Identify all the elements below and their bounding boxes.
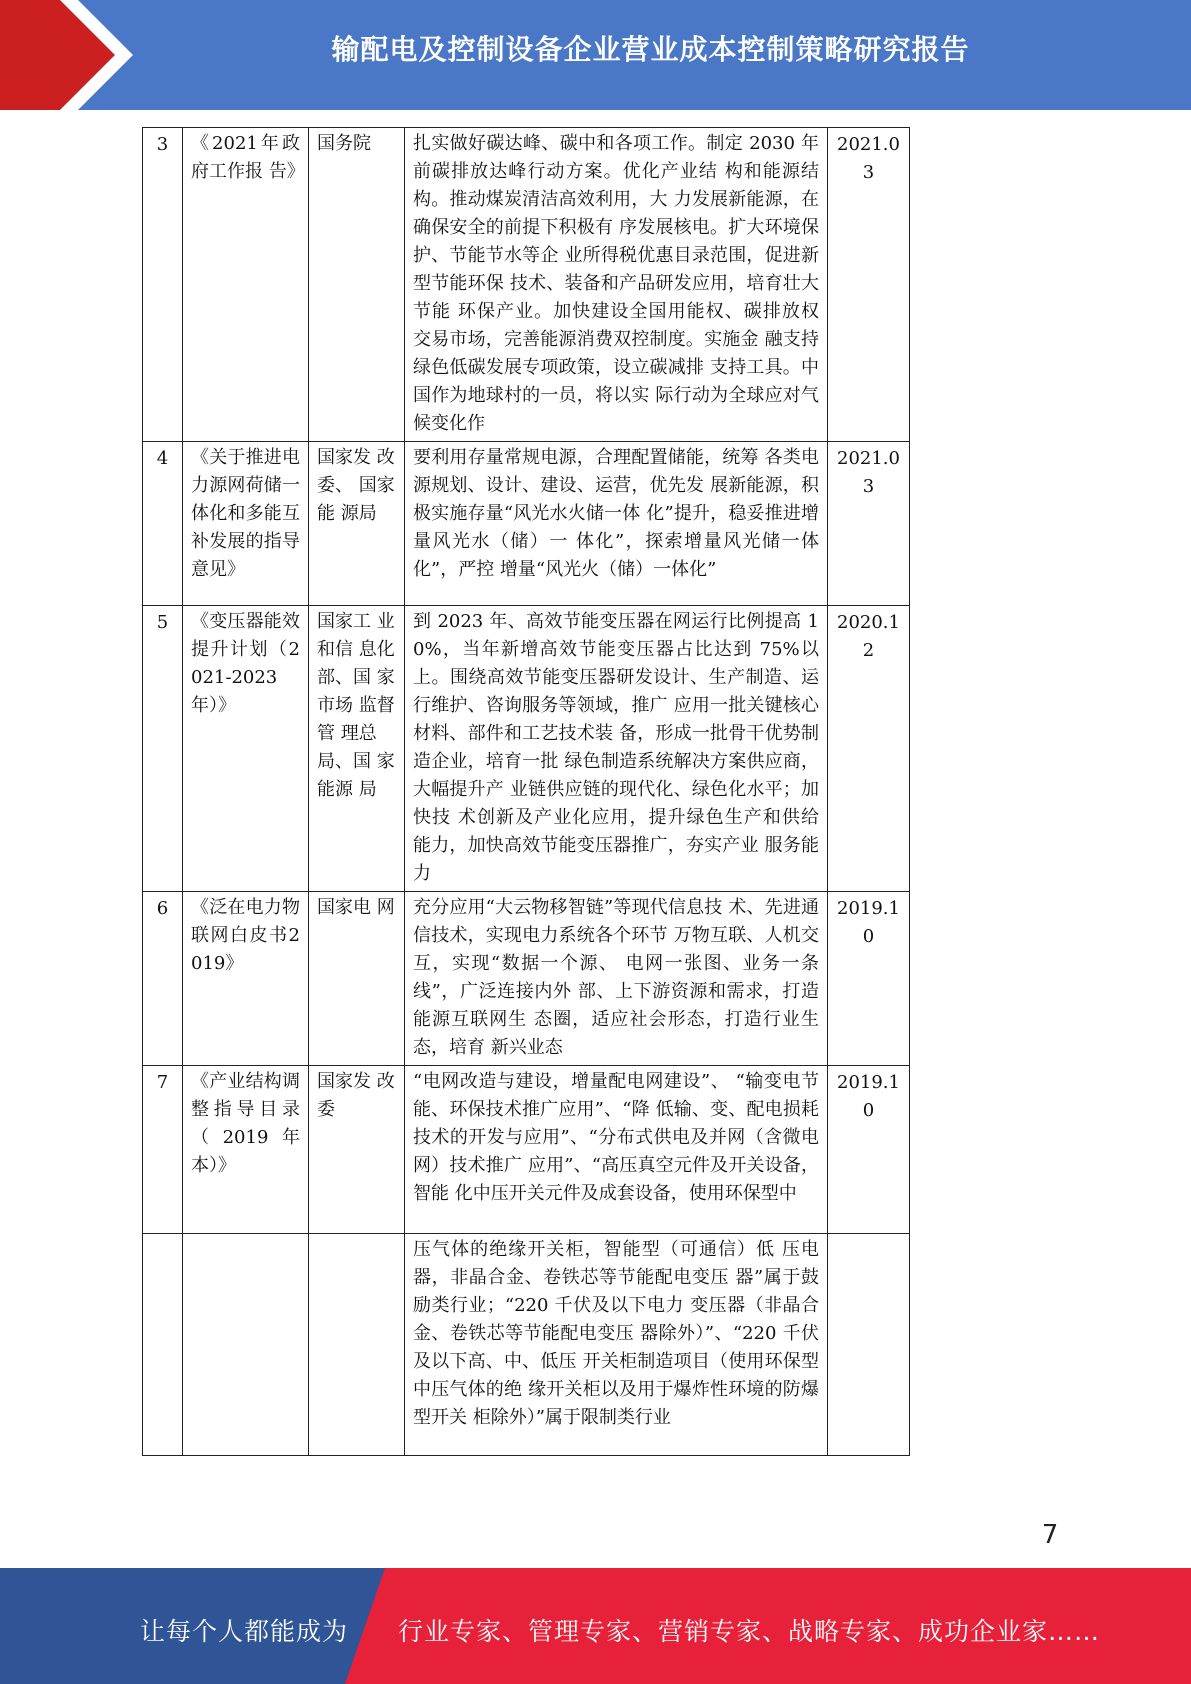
header-arrow-icon — [0, 0, 150, 110]
document-name: 《关于推进电力源网荷储一体化和多能互补发展的指导意见》 — [183, 442, 309, 606]
table-row — [143, 128, 910, 442]
row-number: 3 — [143, 128, 183, 442]
issuer: 国家发 改委 — [309, 1066, 405, 1234]
page-number: 7 — [1041, 1520, 1059, 1550]
policy-content: 充分应用“大云物移智链”等现代信息技 术、先进通信技术，实现电力系统各个环节 万物互联、人机交互，实现“数据一个源、 电网一张图、业务一条线”，广泛连接内外 部、上下游资源和需求，打造能源互联网生 态圈，适应社会形态，打造行业生态，培育 新兴业态 — [405, 892, 828, 1066]
document-name: 《2021年政府工作报 告》 — [183, 128, 309, 442]
document-name: 《泛在电力物联网白皮书2019》 — [183, 892, 309, 1066]
issue-date: 2019.10 — [828, 1066, 910, 1234]
issuer: 国家电 网 — [309, 892, 405, 1066]
issue-date: 2019.10 — [828, 892, 910, 1066]
table-row — [143, 1234, 910, 1456]
footer-slogan-left: 让每个人都能成为 — [140, 1617, 349, 1646]
issue-date: 2021.03 — [828, 442, 910, 606]
table-row — [143, 1066, 910, 1234]
document-name: 《变压器能效提升计划（2021-2023年）》 — [183, 606, 309, 892]
row-number: 5 — [143, 606, 183, 892]
row-number: 6 — [143, 892, 183, 1066]
table-row — [143, 442, 910, 606]
policy-content: 到 2023 年、高效节能变压器在网运行比例提高 10%，当年新增高效节能变压器占比达到 75%以上。围绕高效节能变压器研发设计、生产制造、运行维护、咨询服务等领域，推广 应用一批关键核心材料、部件和工艺技术装 备，形成一批骨干优势制造企业，培育一批 绿色制造系统解决方案供应商，大幅提升产 业链供应链的现代化、绿色化水平；加快技 术创新及产业化应用，提升绿色生产和供给 能力，加快高效节能变压器推广，夯实产业 服务能力 — [405, 606, 828, 892]
document-name: 《产业结构调整指导目录（2019年本）》 — [183, 1066, 309, 1234]
issuer: 国务院 — [309, 128, 405, 442]
table-row — [143, 892, 910, 1066]
report-title: 输配电及控制设备企业营业成本控制策略研究报告 — [331, 33, 970, 66]
policy-content: “电网改造与建设，增量配电网建设”、 “输变电节能、环保技术推广应用”、“降 低输、变、配电损耗技术的开发与应用”、“分布式供电及并网（含微电网）技术推广 应用”、“高压真空元件及开关设备，智能 化中压开关元件及成套设备，使用环保型中 — [405, 1066, 828, 1234]
policy-table — [142, 127, 910, 1456]
issuer: 国家发 改委、 国家能 源局 — [309, 442, 405, 606]
policy-content: 要利用存量常规电源，合理配置储能，统筹 各类电源规划、设计、建设、运营，优先发 展新能源，积极实施存量“风光水火储一体 化”提升，稳妥推进增量风光水（储）一 体化”，探索增量风光储一体化”，严控 增量“风光火（储）一体化” — [405, 442, 828, 606]
page-footer — [0, 1568, 1191, 1684]
issuer: 国家工 业和信 息化部、国 家市场 监督管 理总局、国 家能源 局 — [309, 606, 405, 892]
row-number — [143, 1234, 183, 1456]
row-number: 7 — [143, 1066, 183, 1234]
footer-slogan-right: 行业专家、管理专家、营销专家、战略专家、成功企业家…… — [398, 1617, 1101, 1646]
issue-date: 2020.12 — [828, 606, 910, 892]
table-row — [143, 606, 910, 892]
policy-content: 压气体的绝缘开关柜，智能型（可通信）低 压电器，非晶合金、卷铁芯等节能配电变压 器”属于鼓励类行业；“220 千伏及以下电力 变压器（非晶合金、卷铁芯等节能配电变压 器除外）”、“220 千伏及以下高、中、低压 开关柜制造项目（使用环保型中压气体的绝 缘开关柜以及用于爆炸性环境的防爆型开关 柜除外）”属于限制类行业 — [405, 1234, 828, 1456]
issuer — [309, 1234, 405, 1456]
issue-date: 2021.03 — [828, 128, 910, 442]
policy-content: 扎实做好碳达峰、碳中和各项工作。制定 2030 年前碳排放达峰行动方案。优化产业结 构和能源结构。推动煤炭清洁高效利用，大 力发展新能源，在确保安全的前提下积极有 序发展核电。扩大环境保护、节能节水等企 业所得税优惠目录范围，促进新型节能环保 技术、装备和产品研发应用，培育壮大节能 环保产业。加快建设全国用能权、碳排放权 交易市场，完善能源消费双控制度。实施金 融支持绿色低碳发展专项政策，设立碳减排 支持工具。中国作为地球村的一员，将以实 际行动为全球应对气候变化作 — [405, 128, 828, 442]
issue-date — [828, 1234, 910, 1456]
document-name — [183, 1234, 309, 1456]
row-number: 4 — [143, 442, 183, 606]
page-header — [0, 0, 1191, 110]
